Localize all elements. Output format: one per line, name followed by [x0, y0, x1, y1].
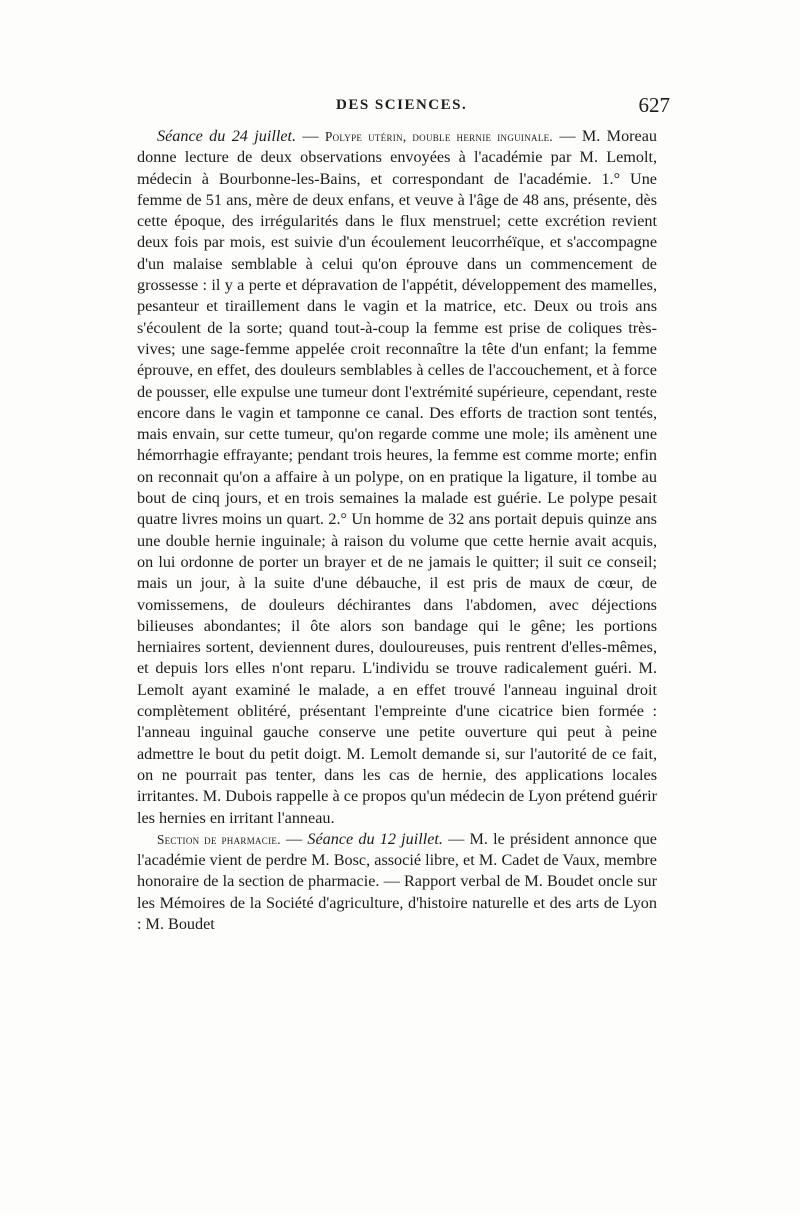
section-heading: Polype utérin, double hernie inguinale.	[324, 129, 554, 144]
paragraph-text: — M. le président annonce que l'académie vient de perdre M. Bosc, associé libre, et M. Cadet de Vaux, membre honoraire de la section de pharmacie. — Rapport verbal de M. Boudet oncle sur les Mémoires de la Société d'agriculture, d'histoire naturelle et des arts de Lyon : M. Boudet	[137, 829, 657, 933]
section-heading: Section de pharmacie.	[157, 831, 281, 847]
dash: —	[296, 127, 325, 145]
running-title: DES SCIENCES.	[336, 97, 468, 113]
paragraph-text: — M. Moreau donne lecture de deux observations envoyées à l'académie par M. Lemolt, médecin à Bourbonne-les-Bains, et correspondant de l'académie. 1.° Une femme de 51 ans, mère de deux enfans, et veuve à l'âge de 48 ans, présente, dès cette époque, des irrégularités dans le flux menstruel; cette excrétion revient deux fois par mois, est suivie d'un écoulement leucorrhéïque, et s'accompagne d'un malaise semblable à celui qu'on éprouve dans un commencement de grossesse : il y a perte et dépravation de l'appétit, développement des mamelles, pesanteur et tiraillement dans le vagin et la matrice, etc. Deux ou trois ans s'écoulent de la sorte; quand tout-à-coup la femme est prise de coliques très-vives; une sage-femme appelée croit reconnaître la tête d'un enfant; la femme éprouve, en effet, des douleurs semblables à celles de l'accouchement, et à force de pousser, elle expulse une tumeur dont l'extrémité supérieure, cependant, reste encore dans le vagin et tamponne ce canal. Des efforts de traction sont tentés, mais envain, sur cette tumeur, qu'on regarde comme une mole; ils amènent une hémorrhagie effrayante; pendant trois heures, la femme est comme morte; enfin on reconnait qu'on a affaire à un polype, on en pratique la ligature, il tombe au bout de cinq jours, et en trois semaines la malade est guérie. Le polype pesait quatre livres moins un quart. 2.° Un homme de 32 ans portait depuis quinze ans une double hernie inguinale; à raison du volume que cette hernie avait acquis, on lui ordonne de porter un brayer et de ne jamais le quitter; il suit ce conseil; mais un jour, à la suite d'une débauche, il est pris de maux de cœur, de vomissemens, de douleurs déchirantes dans l'abdomen, avec déjections bilieuses abondantes; il ôte alors son bandage qui le gêne; les portions herniaires sortent, deviennent dures, douloureuses, puis rentrent d'elles-mêmes, et depuis lors elles n'ont reparu. L'individu se trouve radicalement guéri. M. Lemolt ayant examiné le malade, a en effet trouvé l'anneau inguinal droit complètement oblitéré, présentant l'empreinte d'une cicatrice bien formée : l'anneau inguinal gauche conserve une petite ouverture qui peut à peine admettre le bout du petit doigt. M. Lemolt demande si, sur l'autorité de ce fait, on ne pourrait pas tenter, dans les cas de hernie, des applications locales irritantes. M. Dubois rappelle à ce propos qu'un médecin de Lyon prétend guérir les hernies en irritant l'anneau.	[137, 127, 658, 827]
body-text	[137, 126, 657, 935]
dash: —	[280, 829, 308, 848]
running-head	[140, 93, 670, 123]
paragraph-pharmacy-section	[137, 829, 657, 935]
paragraph-session-july-24	[137, 126, 657, 829]
session-date: Séance du 12 juillet.	[307, 829, 443, 848]
session-date: Séance du 24 juillet.	[157, 127, 297, 145]
page-number: 627	[638, 93, 670, 117]
